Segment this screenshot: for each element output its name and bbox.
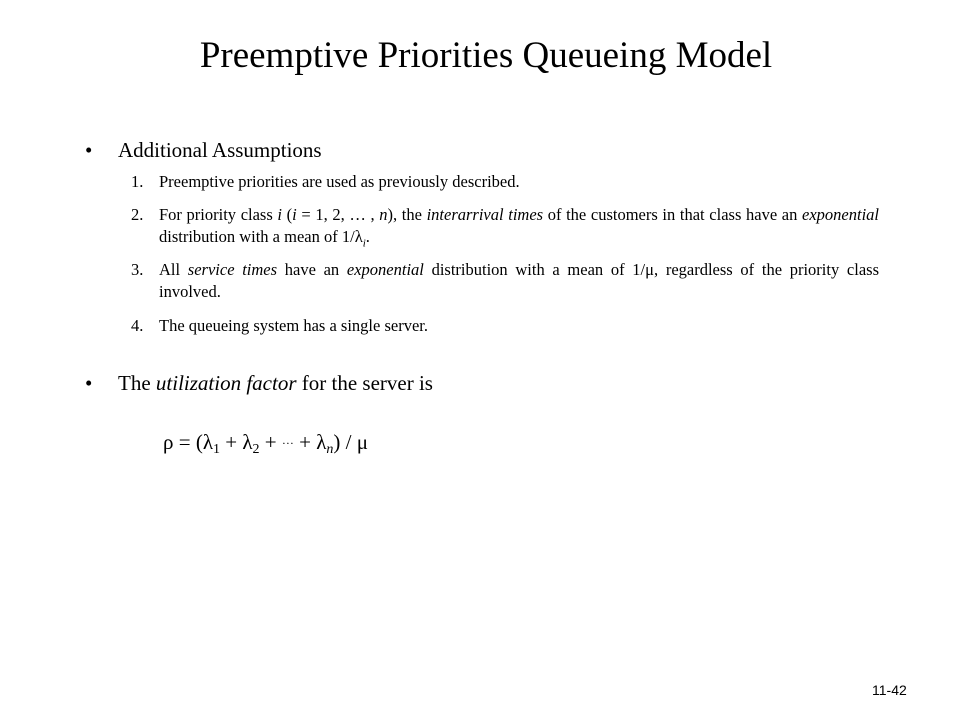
italic-run: interarrival times	[426, 205, 544, 224]
italic-run: n	[326, 442, 334, 457]
formula-text: = (	[173, 430, 203, 454]
assumption-item-1: Preemptive priorities are used as previously described.	[159, 172, 520, 191]
rho-symbol: ρ	[163, 430, 174, 454]
slide-number: 11-42	[872, 682, 907, 698]
slide-title: Preemptive Priorities Queueing Model	[199, 35, 773, 76]
lambda-symbol: λ	[316, 430, 327, 454]
lambda-symbol: λ	[354, 227, 363, 246]
italic-run: i	[292, 205, 297, 224]
text-run: distribution with a mean of 1/	[159, 227, 355, 246]
item-number: 2.	[131, 205, 144, 224]
assumption-item-3	[159, 259, 879, 303]
italic-run: i	[277, 205, 283, 224]
text-run: For priority class	[159, 205, 278, 224]
text-run: distribution with a mean of 1/	[423, 260, 646, 279]
subscript-1: 1	[213, 442, 221, 457]
italic-run: service times	[187, 260, 278, 279]
text-run: of the customers in that class have an	[543, 205, 803, 224]
item-number: 4.	[131, 316, 144, 335]
assumption-item-4: The queueing system has a single server.	[159, 316, 428, 335]
text-run: ), the	[387, 205, 427, 224]
italic-run: exponential	[802, 205, 879, 224]
assumption-item-2	[159, 204, 879, 254]
text-run: = 1, 2, … ,	[296, 205, 380, 224]
bullet-utilization-factor	[118, 370, 433, 396]
bullet-marker: •	[85, 371, 93, 395]
item-number: 1.	[131, 172, 144, 191]
text-run: , regardless of the priority class involved.	[159, 260, 879, 301]
lambda-symbol: λ	[202, 430, 214, 454]
item-number: 3.	[131, 260, 144, 279]
italic-run: exponential	[346, 260, 424, 279]
italic-run: n	[379, 205, 388, 224]
formula-text: +	[259, 430, 282, 454]
lambda-symbol: λ	[242, 430, 253, 454]
text-run: All	[159, 260, 188, 279]
utilization-formula	[163, 427, 368, 465]
text-run: for the server is	[296, 371, 433, 395]
italic-run: utilization factor	[155, 371, 297, 395]
formula-text: +	[220, 430, 243, 454]
bullet-additional-assumptions: Additional Assumptions	[118, 138, 322, 162]
text-run: have an	[277, 260, 347, 279]
subscript-2: 2	[252, 442, 260, 457]
text-run: .	[365, 227, 370, 246]
text-run: The	[118, 371, 156, 395]
formula-text: +	[293, 430, 317, 454]
mu-symbol: μ	[356, 430, 369, 454]
ellipsis: ···	[281, 436, 294, 450]
italic-run: i	[362, 237, 366, 250]
text-run: (	[282, 205, 293, 224]
bullet-marker: •	[85, 138, 93, 162]
mu-symbol: μ	[645, 260, 654, 279]
formula-text: ) /	[333, 430, 357, 454]
